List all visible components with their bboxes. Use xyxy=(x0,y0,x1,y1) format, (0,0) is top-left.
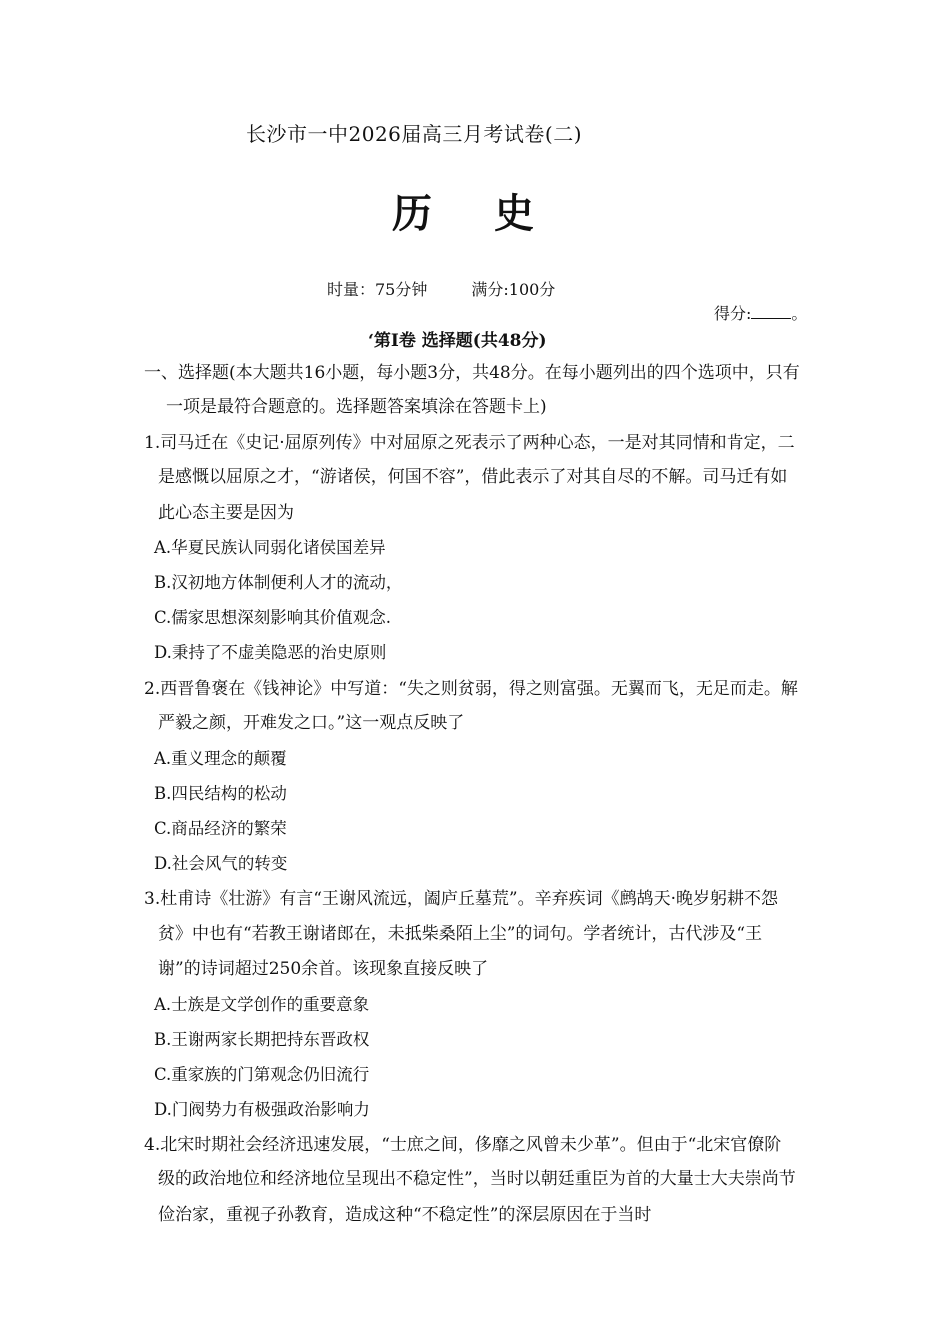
score-field xyxy=(714,301,807,324)
question-3-option-a: A.士族是文学创作的重要意象 xyxy=(154,995,370,1014)
question-3-option-b: B.王谢两家长期把持东晋政权 xyxy=(154,1030,370,1049)
question-1-option-b: B.汉初地方体制便利人才的流动， xyxy=(154,573,403,592)
exam-time: 时量：75分钟 xyxy=(327,280,428,299)
question-2-line-2: 严毅之颜，开难发之口。”这一观点反映了 xyxy=(158,713,465,733)
question-1-option-d: D.秉持了不虚美隐恶的治史原则 xyxy=(154,643,387,662)
exam-title: 长沙市一中2026届高三月考试卷(二) xyxy=(246,122,583,146)
question-2-option-a: A.重义理念的颠覆 xyxy=(154,749,287,768)
question-2-option-d: D.社会风气的转变 xyxy=(154,854,288,873)
question-4-line-3: 俭治家，重视子孙教育，造成这种“不稳定性”的深层原因在于当时 xyxy=(158,1205,652,1225)
question-4-line-2: 级的政治地位和经济地位呈现出不稳定性”，当时以朝廷重臣为首的大量士大夫崇尚节 xyxy=(158,1169,796,1189)
score-end: 。 xyxy=(791,304,808,323)
subject-title: 历 史 xyxy=(392,191,558,237)
question-1-line-1: 1.司马迁在《史记·屈原列传》中对屈原之死表示了两种心态，一是对其同情和肯定，二 xyxy=(144,433,795,453)
question-4-line-1: 4.北宋时期社会经济迅速发展，“士庶之间，侈靡之风曾未少革”。但由于“北宋官僚阶 xyxy=(144,1135,782,1155)
question-1-option-a: A.华夏民族认同弱化诸侯国差异 xyxy=(154,538,386,557)
question-3-option-c: C.重家族的门第观念仍旧流行 xyxy=(154,1065,370,1084)
section-title: ‘第Ⅰ卷 选择题(共48分) xyxy=(368,331,547,351)
exam-full-score: 满分:100分 xyxy=(471,280,556,299)
section-intro-line-2: 一项是最符合题意的。选择题答案填涂在答题卡上) xyxy=(166,397,547,417)
question-1-line-3: 此心态主要是因为 xyxy=(158,503,294,523)
question-1-option-c: C.儒家思想深刻影响其价值观念. xyxy=(154,608,392,627)
question-1-line-2: 是感慨以屈原之才，“游诸侯，何国不容”，借此表示了对其自尽的不解。司马迁有如 xyxy=(158,467,788,487)
question-2-line-1: 2.西晋鲁褒在《钱神论》中写道：“失之则贫弱，得之则富强。无翼而飞，无足而走。解 xyxy=(144,679,798,699)
question-3-line-1: 3.杜甫诗《壮游》有言“王谢风流远，阖庐丘墓荒”。辛弃疾词《鹧鸪天·晚岁躬耕不怨 xyxy=(144,889,779,909)
question-3-line-3: 谢”的诗词超过250余首。该现象直接反映了 xyxy=(158,959,489,979)
section-intro-line-1: 一、选择题(本大题共16小题，每小题3分，共48分。在每小题列出的四个选项中，只有 xyxy=(144,363,800,383)
question-2-option-b: B.四民结构的松动 xyxy=(154,784,287,803)
score-blank xyxy=(751,304,791,319)
score-label: 得分: xyxy=(714,304,752,323)
question-3-option-d: D.门阀势力有极强政治影响力 xyxy=(154,1100,370,1119)
question-2-option-c: C.商品经济的繁荣 xyxy=(154,819,287,838)
exam-meta xyxy=(327,277,555,300)
question-3-line-2: 贫》中也有“若教王谢诸郎在，未抵柴桑陌上尘”的词句。学者统计，古代涉及“王 xyxy=(158,924,763,944)
